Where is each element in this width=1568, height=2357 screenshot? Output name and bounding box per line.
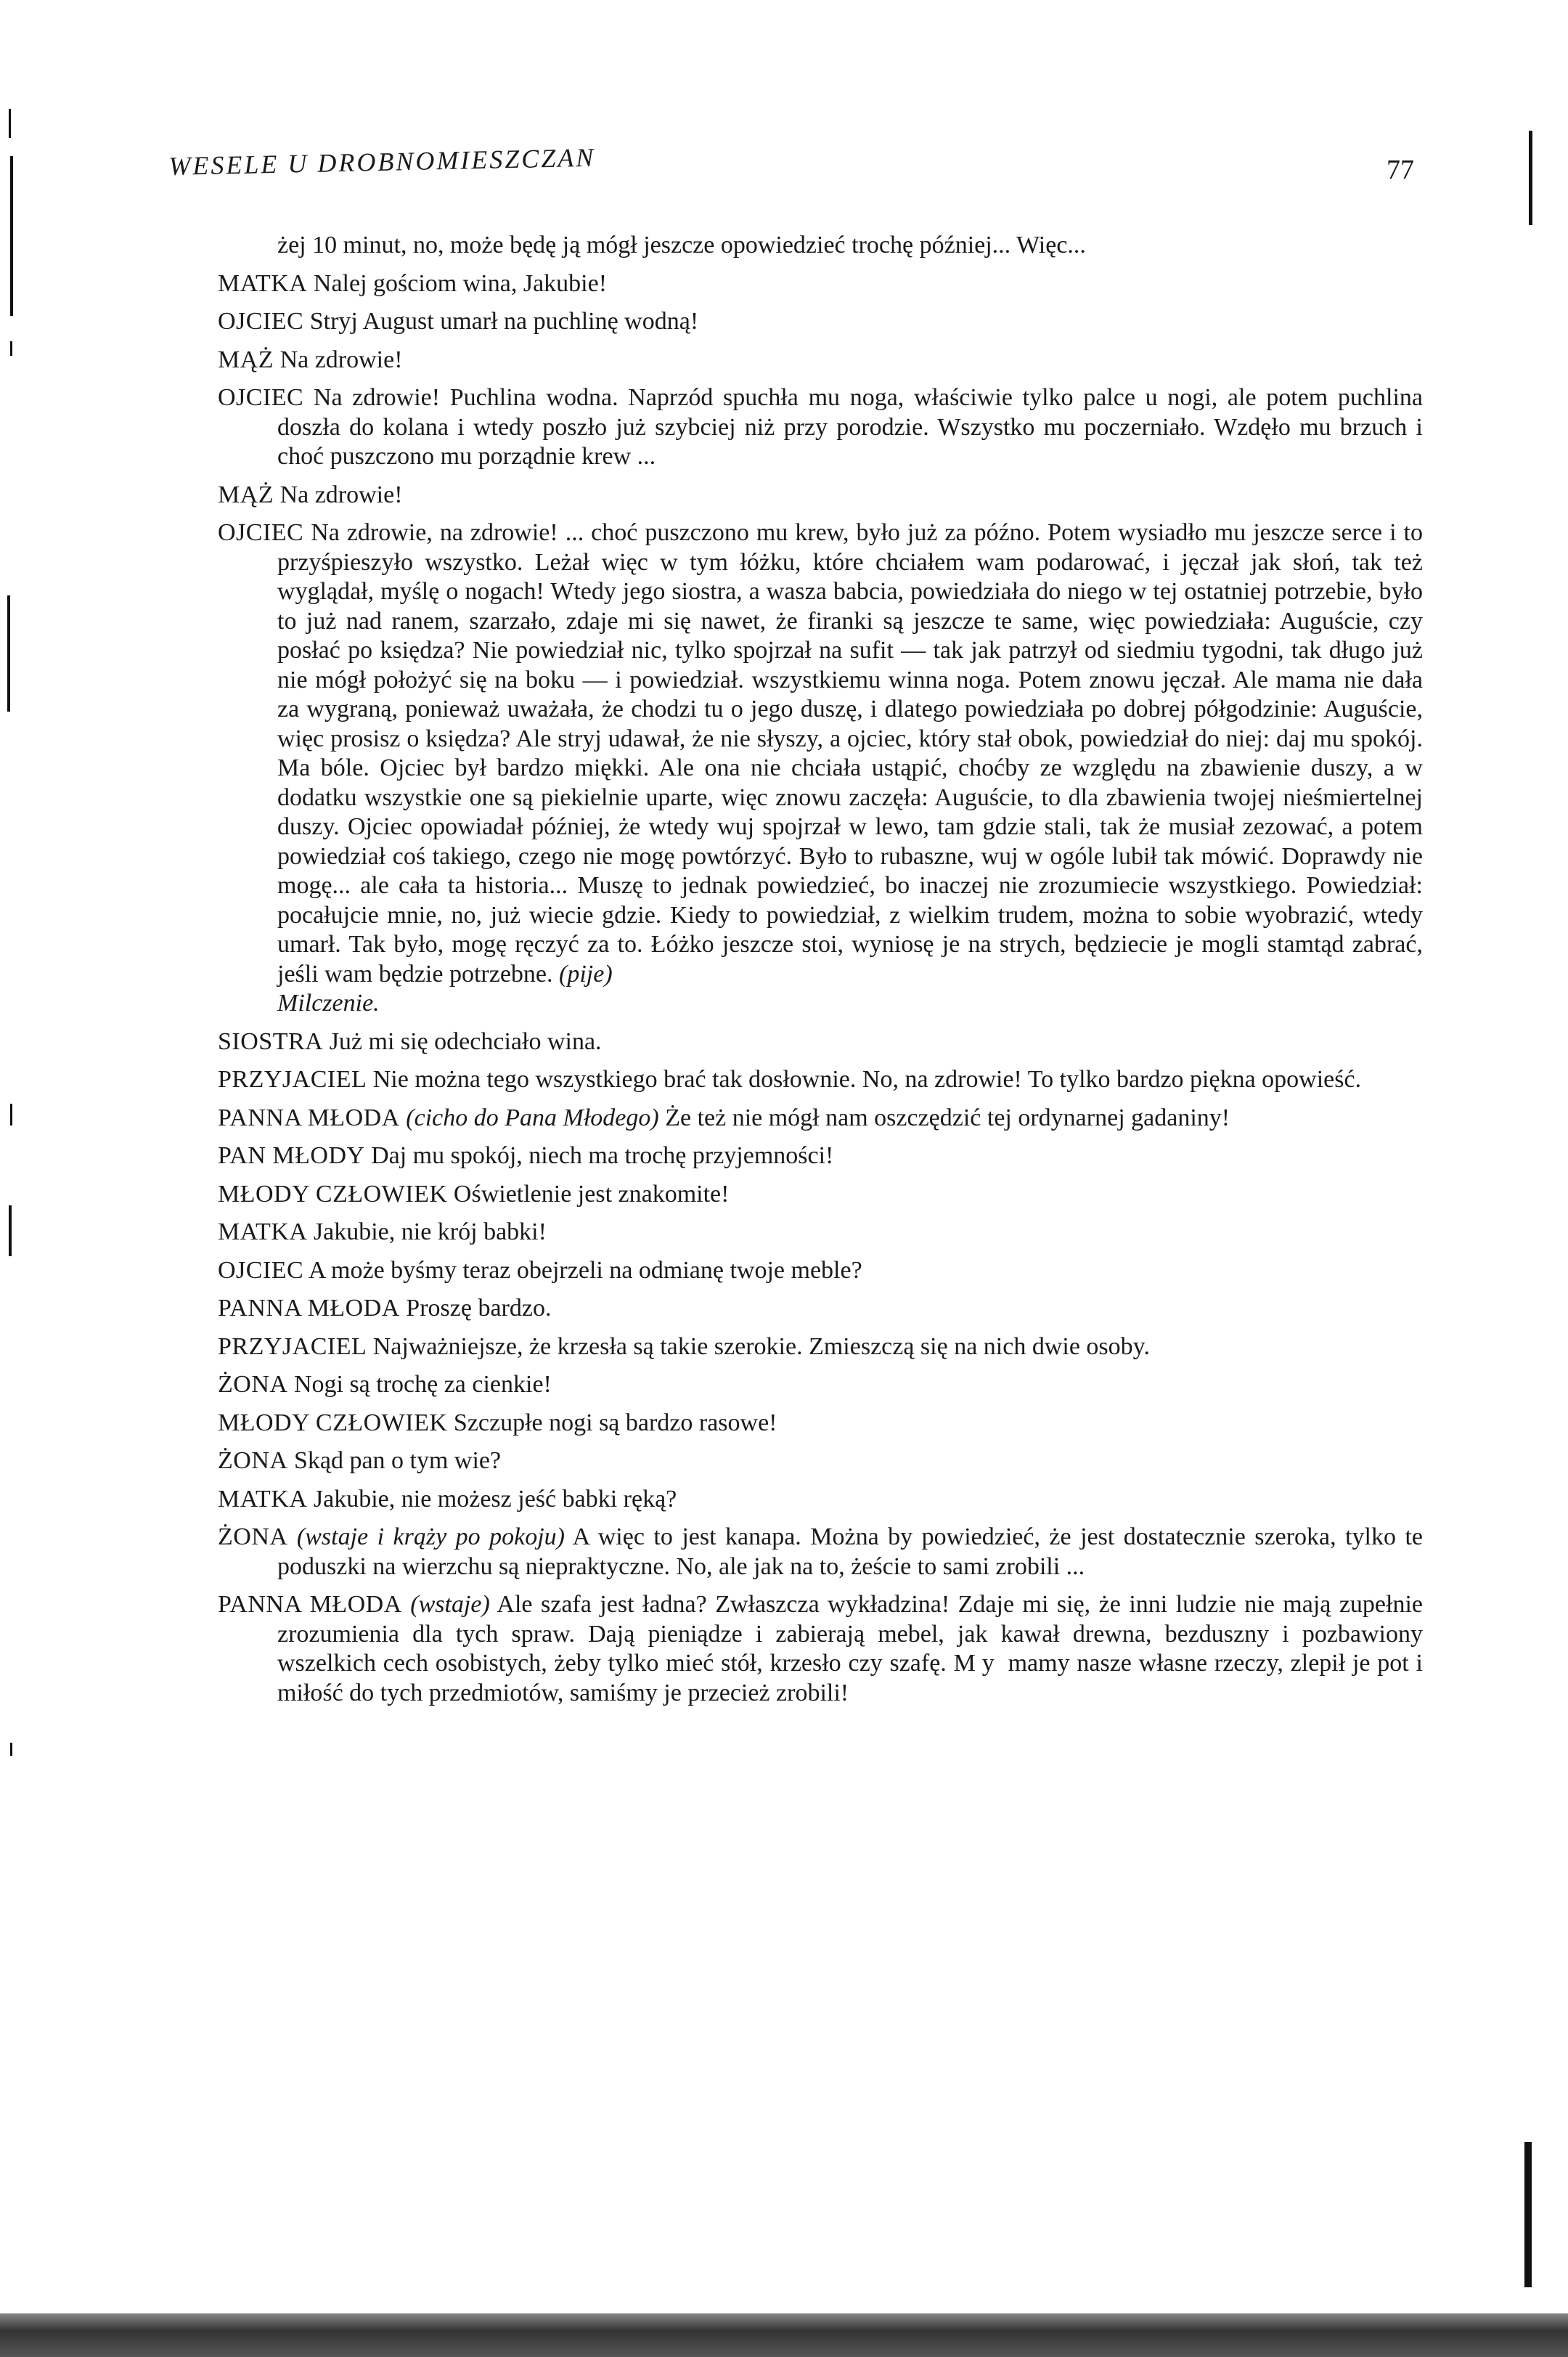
dialogue-entry [218, 1446, 1423, 1476]
speaker-name: MĄŻ [218, 481, 274, 508]
dialogue-text: Daj mu spokój, niech ma trochę przyjemności! [364, 1142, 834, 1169]
dialogue-entry [218, 307, 1423, 337]
dialogue-entry [218, 1294, 1423, 1324]
dialogue-text: żej 10 minut, no, może będę ją mógł jeszcze opowiedzieć trochę później... Więc... [277, 232, 1086, 259]
speaker-name: OJCIEC [218, 1256, 304, 1284]
dialogue-entry [218, 346, 1423, 375]
dialogue-text: Na zdrowie! Puchlina wodna. Naprzód spuchła mu noga, właściwie tylko palce u nogi, ale potem puchlina doszła do kolana i wtedy poszło już szybciej niż przy porodzie. Wszystko mu poczerniało. Wzdęło mu brzuch i choć puszczono mu porządnie krew ... [277, 384, 1423, 470]
dialogue-text: A może byśmy teraz obejrzeli na odmianę twoje meble? [303, 1256, 862, 1284]
dialogue-entry [218, 1332, 1423, 1362]
dialogue-text: Najważniejsze, że krzesła są takie szerokie. Zmieszczą się na nich dwie osoby. [367, 1332, 1150, 1360]
dialogue-entry [218, 518, 1423, 989]
dialogue-text: Szczupłe nogi są bardzo rasowe! [447, 1409, 777, 1436]
dialogue-text: Skąd pan o tym wie? [287, 1447, 502, 1474]
dialogue-entry [218, 1218, 1423, 1247]
dialogue-text: Już mi się odechciało wina. [323, 1027, 602, 1055]
dialogue-entry [218, 1485, 1423, 1515]
dialogue-text: Oświetlenie jest znakomite! [447, 1180, 730, 1208]
speaker-name: OJCIEC [218, 384, 304, 411]
dialogue-entry [218, 1409, 1423, 1438]
dialogue-text: Jakubie, nie krój babki! [307, 1218, 547, 1245]
speaker-name: MŁODY CZŁOWIEK [218, 1180, 448, 1208]
speaker-name: MATKA [218, 1218, 308, 1245]
speaker-name: PANNA MŁODA [218, 1295, 400, 1322]
speaker-name: MŁODY CZŁOWIEK [218, 1409, 448, 1436]
stage-direction: (pije) [559, 960, 613, 988]
stage-direction: (wstaje i krąży po pokoju) [287, 1523, 565, 1550]
dialogue-text: Ale szafa jest ładna? Zwłaszcza wykładzina! Zdaje mi się, że inni ludzie nie mają zupełnie zrozumienia dla tych spraw. Dają pieniądze i zabierają mebel, jak kawał drewna, bezduszny i pozbawiony wszelkich cech osobistych, żeby tylko mieć stół, krzesło czy szafę. [277, 1591, 1424, 1677]
speaker-name: PANNA MŁODA [218, 1591, 402, 1618]
dialogue-text: Nie można tego wszystkiego brać tak dosłownie. No, na zdrowie! To tylko bardzo piękna opowieść. [367, 1066, 1362, 1093]
dialogue-text: Że też nie mógł nam oszczędzić tej ordynarnej gadaniny! [658, 1104, 1230, 1131]
dialogue-entry [218, 1590, 1423, 1708]
dialogue-entry [218, 1065, 1423, 1095]
speaker-name: OJCIEC [218, 308, 304, 335]
speaker-name: MĄŻ [218, 346, 274, 373]
dialogue-entry [218, 383, 1423, 472]
speaker-name: PRZYJACIEL [218, 1332, 367, 1360]
dialogue-text: A więc to jest kanapa. Można by powiedzieć, że jest dostatecznie szeroka, tylko te poduszki na wierzchu są niepraktyczne. No, ale jak na to, żeście to sami zrobili ... [277, 1523, 1423, 1580]
dialogue-entry [218, 1523, 1423, 1581]
dialogue-entry [218, 269, 1423, 299]
running-head: WESELE U DROBNOMIESZCZAN [168, 142, 596, 181]
dialogue-entry [218, 1256, 1423, 1286]
speaker-name: OJCIEC [218, 519, 304, 546]
stage-direction: Milczenie. [277, 990, 380, 1017]
speaker-name: MATKA [218, 269, 308, 297]
dialogue-entry [218, 1027, 1423, 1057]
scan-left-margin [0, 0, 65, 2357]
dialogue-text: Na zdrowie! [274, 481, 403, 508]
scan-right-margin [1495, 0, 1568, 2357]
dialogue-text: Proszę bardzo. [399, 1295, 552, 1322]
dialogue-text: Nogi są trochę za cienkie! [287, 1371, 552, 1398]
dialogue-text: Na zdrowie, na zdrowie! ... choć puszczono mu krew, było już za późno. Potem wysiadło mu jeszcze serce i to przyśpieszyło wszystko. Leżał więc w tym łóżku, które chciałem wam podarować, i jęczał jak słoń, tak też wyglądał, myślę o nogach! Wtedy jego siostra, a wasza babcia, powiedziała do niego w tej ostatniej potrzebie, było to już nad ranem, szarzało, zdaje mi się nawet, że firanki są jeszcze te same, więc powiedziała: Auguście, czy posłać po księdza? Nie powiedział nic, tylko spojrzał na sufit — tak jak patrzył od siedmiu tygodni, tak długo już nie mógł położyć się na boku — i powiedział. wszystkiemu winna noga. Potem znowu jęczał. Ale mama nie dała za wygraną, ponieważ uważała, że chodzi tu o jego duszę, i dlatego powiedziała po dobrej półgodzinie: Auguście, więc prosisz o księdza? Ale stryj udawał, że nie słyszy, a ojciec, który stał obok, powiedział do niej: daj mu spokój. Ma bóle. Ojciec był bardzo miękki. Ale ona nie chciała ustąpić, choćby ze względu na zbawienie duszy, a w dodatku wszystkie one są piekielnie uparte, więc znowu zaczęła: Auguście, to dla zbawienia twojej nieśmiertelnej duszy. Ojciec opowiadał później, że wtedy wuj spojrzał w lewo, tam gdzie stali, tak że musiał zezować, a potem powiedział coś takiego, czego nie mogę powtórzyć. Było to rubaszne, wuj w ogóle lubił tak mówić. Doprawdy nie mogę... ale cała ta historia... Muszę to jednak powiedzieć, bo inaczej nie zrozumiecie wszystkiego. Powiedział: pocałujcie mnie, no, już wiecie gdzie. Kiedy to powiedział, z wielkim trudem, można to sobie wyobrazić, wtedy umarł. Tak było, mogę ręczyć za to. Łóżko jeszcze stoi, wyniosę je na strych, będziecie je mogli stamtąd zabrać, jeśli wam będzie potrzebne. [277, 519, 1423, 988]
speaker-name: ŻONA [218, 1371, 288, 1398]
speaker-name: PANNA MŁODA [218, 1104, 400, 1131]
speaker-name: ŻONA [218, 1523, 288, 1550]
dialogue-entry [218, 1180, 1423, 1210]
stage-direction: (wstaje) [401, 1591, 490, 1618]
speaker-name: PAN MŁODY [218, 1142, 365, 1169]
drama-text [218, 231, 1423, 1717]
dialogue-entry [218, 1141, 1423, 1171]
dialogue-text: Stryj August umarł na puchlinę wodną! [303, 308, 699, 335]
dialogue-entry [218, 1104, 1423, 1133]
dialogue-entry [218, 481, 1423, 510]
speaker-name: ŻONA [218, 1447, 288, 1474]
page-number: 77 [1387, 155, 1414, 185]
emphasized-word: My [953, 1650, 1001, 1677]
speaker-name: SIOSTRA [218, 1027, 324, 1055]
dialogue-text: Nalej gościom wina, Jakubie! [307, 269, 608, 297]
stage-direction: (cicho do Pana Młodego) [399, 1104, 659, 1131]
speaker-name: MATKA [218, 1485, 308, 1513]
dialogue-text: mamy nasze własne rzeczy, zlepił je pot i miłość do tych przedmiotów, samiśmy je przecież zrobili! [277, 1650, 1423, 1706]
dialogue-entry [218, 1370, 1423, 1400]
speaker-name: PRZYJACIEL [218, 1066, 367, 1093]
dialogue-text: Jakubie, nie możesz jeść babki ręką? [307, 1485, 677, 1513]
dialogue-entry [218, 231, 1423, 261]
scan-bottom-edge [0, 2313, 1568, 2357]
dialogue-text: Na zdrowie! [274, 346, 403, 373]
